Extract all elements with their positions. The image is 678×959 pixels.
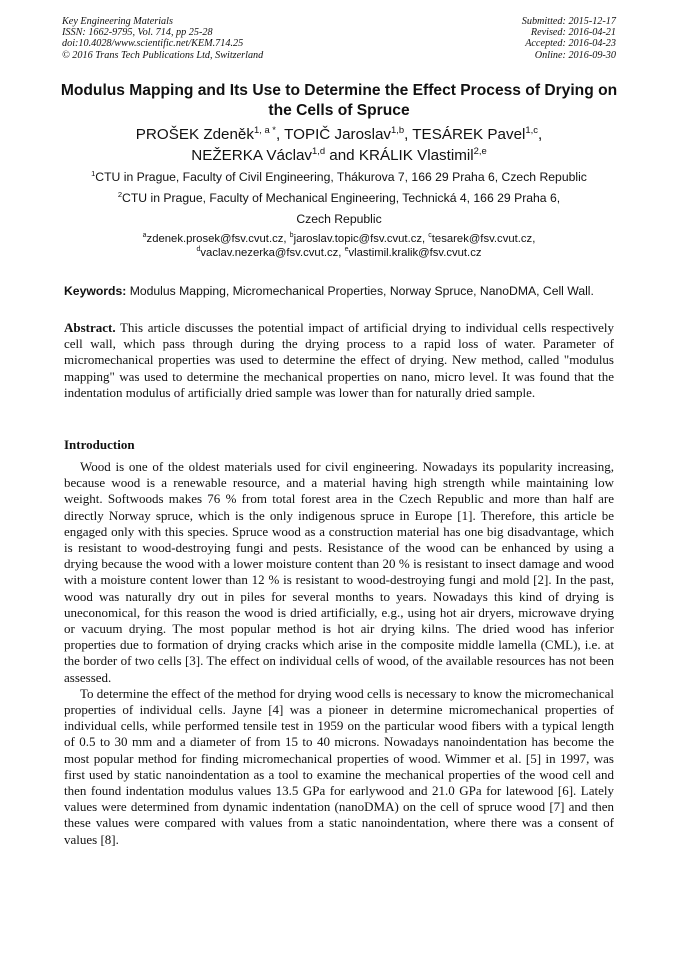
author-name: NEŽERKA Václav xyxy=(191,146,312,164)
section-heading-introduction: Introduction xyxy=(64,437,135,452)
submission-dates xyxy=(522,16,616,61)
online-date: Online: 2016-09-30 xyxy=(534,49,616,61)
affiliation-2: $^2$CTU in Prague, Faculty of Mechanical Engineering, Technická 4, 166 29 Praha 6, xyxy=(117,189,561,205)
abstract-label: Abstract. xyxy=(64,320,116,335)
keywords xyxy=(64,284,624,298)
abstract-text: This article discusses the potential impact of artificial drying to individual cells respectively cell wall, which pass through during the drying process to a rapid loss of water. Parameter of micromechanical properties was used to determine the effect of drying. New method, called "modulus mapping" was used to determine the mechanical properties on nano, micro level. It was found that the indentation modulus of artificially dried sample was lower than for naturally dried sample. xyxy=(64,320,614,400)
email-link[interactable]: vaclav.nezerka@fsv.cvut.cz, xyxy=(200,247,345,259)
email-link[interactable]: jaroslav.topic@fsv.cvut.cz, xyxy=(293,233,429,245)
accepted-date: Accepted: 2016-04-23 xyxy=(525,38,616,50)
paragraph: To determine the effect of the method for drying wood cells is necessary to know the micromechanical properties of individual cells. Jayne [4] was a pioneer in determine micromechanical properties of individual cells, while performed tensile test in 1959 on the particular wood fibers with a typical length of 0.5 to 30 mm and a diameter of from 15 to 40 microns. Nowadays nanoindentation has become the most popular method for finding micromechanical properties of wood. Wimmer et al. [5] in 1997, was first used by static nanoindentation as a tool to examine the mechanical properties of the wood cell and then found indentation modulus values 13.5 GPa for earlywood and 21.0 GPa for latewood [6]. Lately values were determined from dynamic indentation (nanoDMA) on the cell of spruce wood [7] and then these values were compared with values from a static nanoindentation, where there was a consent of values [8]. xyxy=(64,685,614,847)
issn-line: ISSN: 1662-9795, Vol. 714, pp 25-28 xyxy=(62,27,213,39)
author-emails: $^a$zdenek.prosek@fsv.cvut.cz, $^b$jaroslav.topic@fsv.cvut.cz, $^c$tesarek@fsv.cvut.cz, $^d$vaclav.nezerka@fsv.cvut.cz, $^e$vlastimil.kralik@fsv.cvut.cz xyxy=(142,232,536,259)
submitted-date: Submitted: 2015-12-17 xyxy=(521,16,616,27)
author-affiliation-mark: 1,b xyxy=(391,123,405,135)
affiliation-1: $^1$CTU in Prague, Faculty of Civil Engineering, Thákurova 7, 166 29 Praha 6, Czech Republic xyxy=(91,168,587,184)
author-name: TOPIČ Jaroslav xyxy=(284,126,392,143)
author-affiliation-mark: 1,c xyxy=(525,123,538,135)
keywords-text: Modulus Mapping, Micromechanical Properties, Norway Spruce, NanoDMA, Cell Wall. xyxy=(126,284,594,298)
author-list: PROŠEK Zdeněk$^{1, a *}$, TOPIČ Jaroslav$^{1,b}$, TESÁREK Pavel$^{1,c}$, NEŽERKA Václav$^{1,d}$ and KRÁLIK Vlastimil$^{2,e}$ xyxy=(135,123,543,164)
paragraph: Wood is one of the oldest materials used for civil engineering. Nowadays its popularity increasing, because wood is a renewable resource, and a material having high strength while maintaining low weight. Softwoods makes 76 % from total forest area in the Czech Republic and more than half are directly Norway spruce, which is the only indigenous spruce in Europe [1]. Therefore, this article be engaged only with this species. Spruce wood as a construction material has one big disadvantage, which is resistant to wood-destroying fungi and pests. Resistance of the wood can be enhanced by using a drying because the wood with a lower moisture content than 20 % is resistant to insect damage and wood with a moisture content lower than 12 % is resistant to wood-destroying fungi and mold [2]. In the past, wood was naturally dry out in piles for several months to years. Nowadays this kind of drying is uneconomical, for this reason the wood is dried artificially, e.g., using hot air dryers, microwave drying or vacuum drying. The most popular method is hot air drying kilns. The dried wood has inferior properties due to formation of drying cracks which arise in the composite middle lamella (CML), i.e. at the border of two cells [3]. The effect on individual cells of wood, of the available resources has not been assessed. xyxy=(64,459,614,685)
copyright-line: © 2016 Trans Tech Publications Ltd, Switzerland xyxy=(62,49,264,61)
author-name: PROŠEK Zdeněk xyxy=(135,126,254,143)
abstract xyxy=(64,320,614,401)
author-affiliation-mark: 2,e xyxy=(473,144,487,156)
journal-info xyxy=(62,16,263,61)
email-link[interactable]: zdenek.prosek@fsv.cvut.cz, xyxy=(146,233,290,245)
journal-name: Key Engineering Materials xyxy=(62,16,173,27)
author-affiliation-mark: 1,d xyxy=(311,144,326,156)
keywords-label: Keywords: xyxy=(64,284,127,298)
author-name: KRÁLIK Vlastimil xyxy=(358,146,474,164)
introduction-body xyxy=(64,459,614,848)
email-link[interactable]: tesarek@fsv.cvut.cz, xyxy=(431,233,536,245)
author-affiliation-mark: 1, a * xyxy=(253,123,276,135)
paper-title: Modulus Mapping and Its Use to Determine the Effect Process of Drying on the Cells of Spruce xyxy=(60,82,618,119)
revised-date: Revised: 2016-04-21 xyxy=(530,27,616,39)
doi-line: doi:10.4028/www.scientific.net/KEM.714.25 xyxy=(62,38,244,50)
affiliation-2-country: Czech Republic xyxy=(296,212,382,226)
email-link[interactable]: vlastimil.kralik@fsv.cvut.cz xyxy=(348,247,482,259)
author-name: TESÁREK Pavel xyxy=(412,126,526,143)
